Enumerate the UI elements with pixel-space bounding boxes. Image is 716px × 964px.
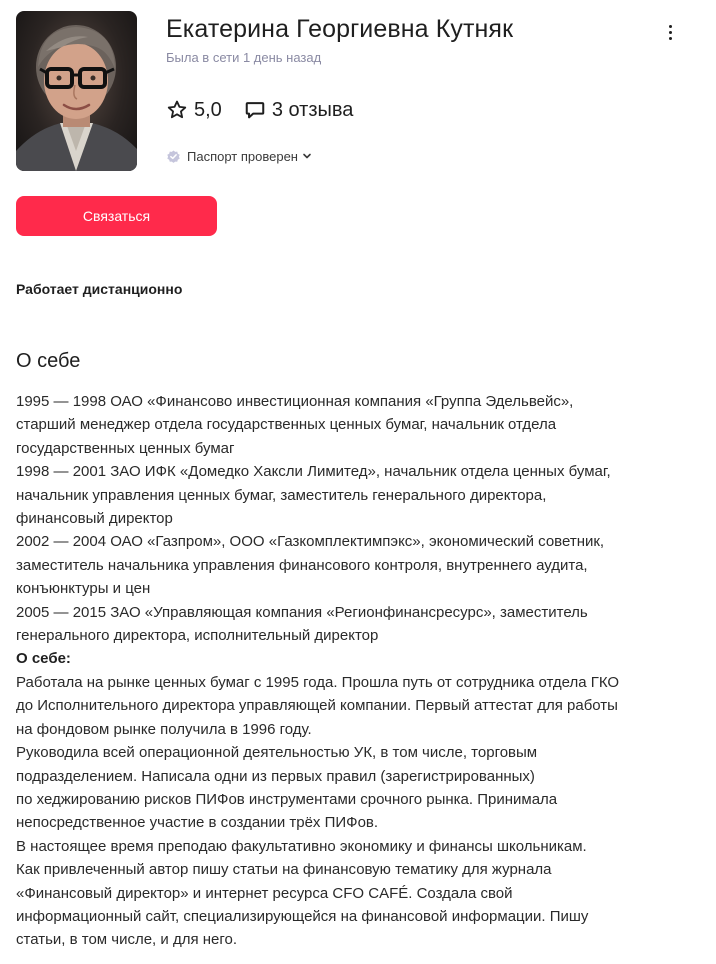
about-line: статьи, в том числе, и для него.	[16, 931, 238, 949]
about-line: старший менеджер отдела государственных ценных бумаг, начальник отдела	[16, 416, 557, 434]
about-line: конъюнктуры и цен	[16, 580, 151, 598]
star-outline-icon	[166, 99, 188, 121]
contact-button[interactable]: Связаться	[16, 196, 217, 236]
more-vertical-icon	[669, 25, 672, 28]
about-subheading: О себе:	[16, 650, 71, 668]
about-line: финансовый директор	[16, 510, 173, 528]
about-line: на фондовом рынке получила в 1996 году.	[16, 720, 312, 738]
about-line: Как привлеченный автор пишу статьи на финансовую тематику для журнала	[16, 861, 552, 879]
about-line: начальник управления ценных бумаг, заместитель генерального директора,	[16, 486, 547, 504]
about-line: государственных ценных бумаг	[16, 439, 235, 457]
about-section-title: О себе	[16, 350, 81, 372]
about-line: генерального директора, исполнительный директор	[16, 627, 379, 645]
work-mode-label: Работает дистанционно	[16, 281, 183, 297]
portrait-photo	[16, 11, 137, 171]
reviews-link[interactable]	[244, 99, 354, 122]
passport-status: Паспорт проверен	[187, 148, 298, 164]
more-options-button[interactable]	[660, 20, 680, 44]
about-line: 1998 — 2001 ЗАО ИФК «Домедко Хаксли Лимитед», начальник отдела ценных бумаг,	[16, 463, 611, 481]
about-text	[16, 390, 706, 952]
about-line: 1995 — 1998 ОАО «Финансово инвестиционная компания «Группа Эдельвейс»,	[16, 393, 574, 410]
chat-bubble-icon	[244, 99, 266, 121]
about-line: по хеджированию рисков ПИФов инструментами срочного рынка. Принимала	[16, 790, 558, 808]
rating[interactable]	[166, 99, 222, 122]
about-line: Руководила всей операционной деятельностью УК, в том числе, торговым	[16, 744, 538, 762]
profile-name: Екатерина Георгиевна Кутняк	[166, 15, 514, 43]
about-line: В настоящее время преподаю факультативно экономику и финансы школьникам.	[16, 837, 587, 855]
verified-check-icon	[166, 149, 181, 164]
about-line: 2005 — 2015 ЗАО «Управляющая компания «Регионфинансресурс», заместитель	[16, 603, 588, 621]
about-line: информационный сайт, специализирующейся на финансовой информации. Пишу	[16, 907, 589, 925]
about-line: Работала на рынке ценных бумаг с 1995 года. Прошла путь от сотрудника отдела ГКО	[16, 673, 620, 691]
profile-avatar[interactable]	[16, 11, 137, 171]
rating-stats	[166, 96, 353, 124]
chevron-down-icon	[302, 151, 312, 161]
about-line: «Финансовый директор» и интернет ресурса CFO CAFÉ. Создала свой	[16, 884, 513, 902]
rating-value: 5,0	[194, 98, 222, 121]
about-line: подразделением. Написала одни из первых правил (зарегистрированных)	[16, 767, 535, 785]
about-line: заместитель начальника управления финансового контроля, внутреннего аудита,	[16, 556, 588, 574]
about-line: непосредственное участие в создании трёх ПИФов.	[16, 814, 379, 832]
about-line: 2002 — 2004 ОАО «Газпром», ООО «Газкомплектимпэкс», экономический советник,	[16, 533, 605, 551]
online-status: Была в сети 1 день назад	[166, 50, 322, 65]
about-line: до Исполнительного директора управляющей компании. Первый аттестат для работы	[16, 697, 618, 715]
reviews-count: 3 отзыва	[271, 98, 354, 121]
passport-verified-toggle[interactable]	[166, 147, 312, 165]
